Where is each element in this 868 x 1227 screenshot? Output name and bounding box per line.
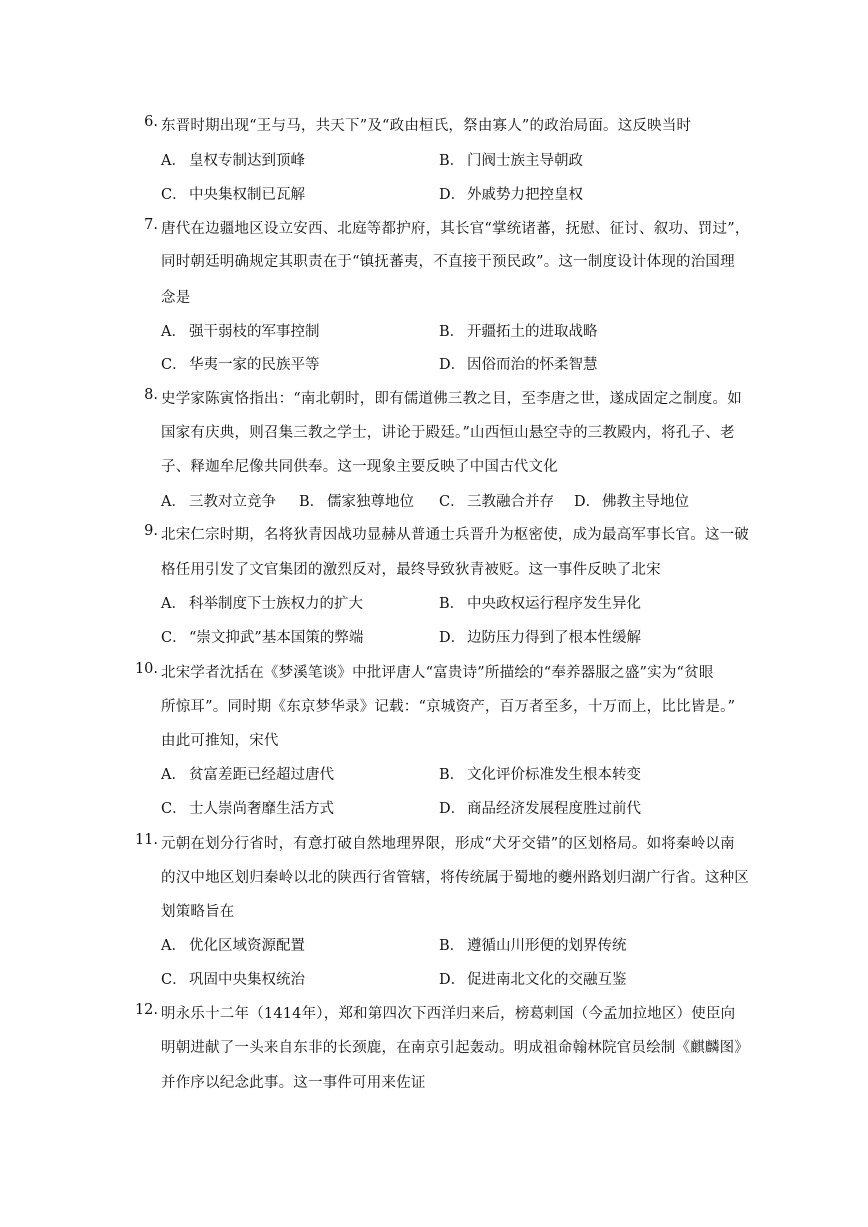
option-letter: B． bbox=[299, 494, 325, 510]
question-stem-line: 的汉中地区划归秦岭以北的陕西行省管辖，将传统属于蜀地的夔州路划归湖广行省。这种区 bbox=[161, 870, 749, 886]
option-b bbox=[299, 490, 414, 511]
option-letter: D． bbox=[439, 801, 466, 817]
option-c bbox=[161, 626, 363, 647]
option-text: 士人崇尚奢靡生活方式 bbox=[189, 801, 334, 817]
question-stem-line: 国家有庆典，则召集三教之学士，讲论于殿廷。”山西恒山悬空寺的三教殿内，将孔子、老 bbox=[161, 425, 735, 441]
option-d bbox=[439, 968, 627, 989]
option-letter: C． bbox=[161, 187, 187, 203]
option-text: 佛教主导地位 bbox=[602, 494, 689, 510]
question-stem-line: 由此可推知，宋代 bbox=[161, 733, 279, 749]
option-b bbox=[439, 320, 598, 341]
option-a bbox=[161, 592, 363, 613]
question-stem-line: 所惊耳”。同时期《东京梦华录》记载：“京城资产，百万者至多，十万而上，比比皆是。” bbox=[161, 699, 736, 715]
option-text: 三教融合并存 bbox=[467, 494, 554, 510]
option-letter: D． bbox=[439, 357, 466, 373]
option-text: 文化评价标准发生根本转变 bbox=[467, 767, 641, 783]
option-d bbox=[439, 797, 641, 818]
option-text: 中央政权运行程序发生异化 bbox=[467, 596, 641, 612]
option-letter: B． bbox=[439, 324, 465, 340]
question-stem-line: 并作序以纪念此事。这一事件可用来佐证 bbox=[161, 1075, 426, 1091]
question-number: 9. bbox=[144, 523, 158, 539]
question-stem-line: 北宋仁宗时期，名将狄青因战功显赫从普通士兵晋升为枢密使，成为最高军事长官。这一破 bbox=[161, 527, 749, 543]
option-letter: B． bbox=[439, 938, 465, 954]
option-c bbox=[161, 968, 305, 989]
question-stem-line: 同时朝廷明确规定其职责在于“镇抚蕃夷，不直接干预民政”。这一制度设计体现的治国理 bbox=[161, 254, 735, 270]
question-number: 10. bbox=[134, 661, 158, 677]
question-stem-line: 北宋学者沈括在《梦溪笔谈》中批评唐人“富贵诗”所描绘的“奉养器服之盛”实为“贫眼 bbox=[161, 665, 714, 681]
option-text: 华夷一家的民族平等 bbox=[189, 357, 320, 373]
question-stem-line: 格任用引发了文官集团的激烈反对，最终导致狄青被贬。这一事件反映了北宋 bbox=[161, 562, 661, 578]
option-d bbox=[574, 490, 689, 511]
question-stem-line: 元朝在划分行省时，有意打破自然地理界限，形成“犬牙交错”的区划格局。如将秦岭以南 bbox=[161, 836, 735, 852]
option-text: 贫富差距已经超过唐代 bbox=[189, 767, 334, 783]
option-text: 边防压力得到了根本性缓解 bbox=[467, 630, 641, 646]
question-stem-line: 东晋时期出现“王与马，共天下”及“政由桓氏，祭由寡人”的政治局面。这反映当时 bbox=[161, 118, 692, 134]
option-letter: D． bbox=[439, 630, 466, 646]
option-letter: C． bbox=[161, 630, 187, 646]
option-text: 优化区域资源配置 bbox=[189, 938, 305, 954]
question-stem-line: 史学家陈寅恪指出：“南北朝时，即有儒道佛三教之目，至李唐之世，遂成固定之制度。如 bbox=[161, 391, 742, 407]
option-text: 开疆拓土的进取战略 bbox=[467, 324, 598, 340]
question-number: 12. bbox=[134, 1002, 158, 1018]
option-text: 巩固中央集权统治 bbox=[189, 972, 305, 988]
option-d bbox=[439, 183, 583, 204]
option-text: 科举制度下士族权力的扩大 bbox=[189, 596, 363, 612]
option-text: 因俗而治的怀柔智慧 bbox=[467, 357, 598, 373]
option-c bbox=[161, 183, 305, 204]
option-letter: D． bbox=[574, 494, 601, 510]
option-text: 门阀士族主导朝政 bbox=[467, 153, 583, 169]
option-a bbox=[161, 934, 305, 955]
question-number: 6. bbox=[144, 114, 158, 130]
option-b bbox=[439, 592, 641, 613]
option-letter: A． bbox=[161, 596, 186, 612]
option-letter: C． bbox=[161, 357, 187, 373]
option-text: 儒家独尊地位 bbox=[327, 494, 414, 510]
option-b bbox=[439, 934, 627, 955]
option-c bbox=[439, 490, 554, 511]
option-c bbox=[161, 797, 334, 818]
option-d bbox=[439, 626, 641, 647]
question-number: 8. bbox=[144, 387, 158, 403]
question-stem-line: 明朝进献了一头来自东非的长颈鹿，在南京引起轰动。明成祖命翰林院官员绘制《麒麟图》 bbox=[161, 1040, 749, 1056]
option-letter: A． bbox=[161, 153, 186, 169]
question-stem-line: 子、释迦牟尼像共同供奉。这一现象主要反映了中国古代文化 bbox=[161, 459, 558, 475]
option-c bbox=[161, 353, 320, 374]
option-text: 遵循山川形便的划界传统 bbox=[467, 938, 627, 954]
option-b bbox=[439, 763, 641, 784]
option-letter: A． bbox=[161, 767, 186, 783]
option-text: 促进南北文化的交融互鉴 bbox=[467, 972, 627, 988]
option-letter: A． bbox=[161, 494, 186, 510]
option-text: 三教对立竞争 bbox=[189, 494, 276, 510]
question-stem-line: 唐代在边疆地区设立安西、北庭等都护府，其长官“掌统诸蕃，抚慰、征讨、叙功、罚过”， bbox=[161, 221, 750, 237]
option-letter: B． bbox=[439, 767, 465, 783]
option-text: 外戚势力把控皇权 bbox=[467, 187, 583, 203]
option-letter: C． bbox=[161, 972, 187, 988]
option-letter: C． bbox=[161, 801, 187, 817]
option-text: 商品经济发展程度胜过前代 bbox=[467, 801, 641, 817]
option-text: 强干弱枝的军事控制 bbox=[189, 324, 320, 340]
option-a bbox=[161, 320, 320, 341]
option-d bbox=[439, 353, 598, 374]
option-b bbox=[439, 149, 583, 170]
question-stem-line: 划策略旨在 bbox=[161, 904, 235, 920]
option-letter: A． bbox=[161, 324, 186, 340]
question-number: 11. bbox=[134, 832, 158, 848]
option-a bbox=[161, 490, 276, 511]
question-stem-line: 明永乐十二年（1414年），郑和第四次下西洋归来后，榜葛剌国（今孟加拉地区）使臣向 bbox=[161, 1006, 736, 1022]
option-text: 中央集权制已瓦解 bbox=[189, 187, 305, 203]
option-letter: B． bbox=[439, 153, 465, 169]
option-a bbox=[161, 149, 305, 170]
option-letter: C． bbox=[439, 494, 465, 510]
question-number: 7. bbox=[144, 217, 158, 233]
option-letter: B． bbox=[439, 596, 465, 612]
option-letter: A． bbox=[161, 938, 186, 954]
option-a bbox=[161, 763, 334, 784]
option-letter: D． bbox=[439, 187, 466, 203]
option-text: 皇权专制达到顶峰 bbox=[189, 153, 305, 169]
option-text: “崇文抑武”基本国策的弊端 bbox=[189, 630, 364, 646]
question-stem-line: 念是 bbox=[161, 290, 191, 306]
option-letter: D． bbox=[439, 972, 466, 988]
